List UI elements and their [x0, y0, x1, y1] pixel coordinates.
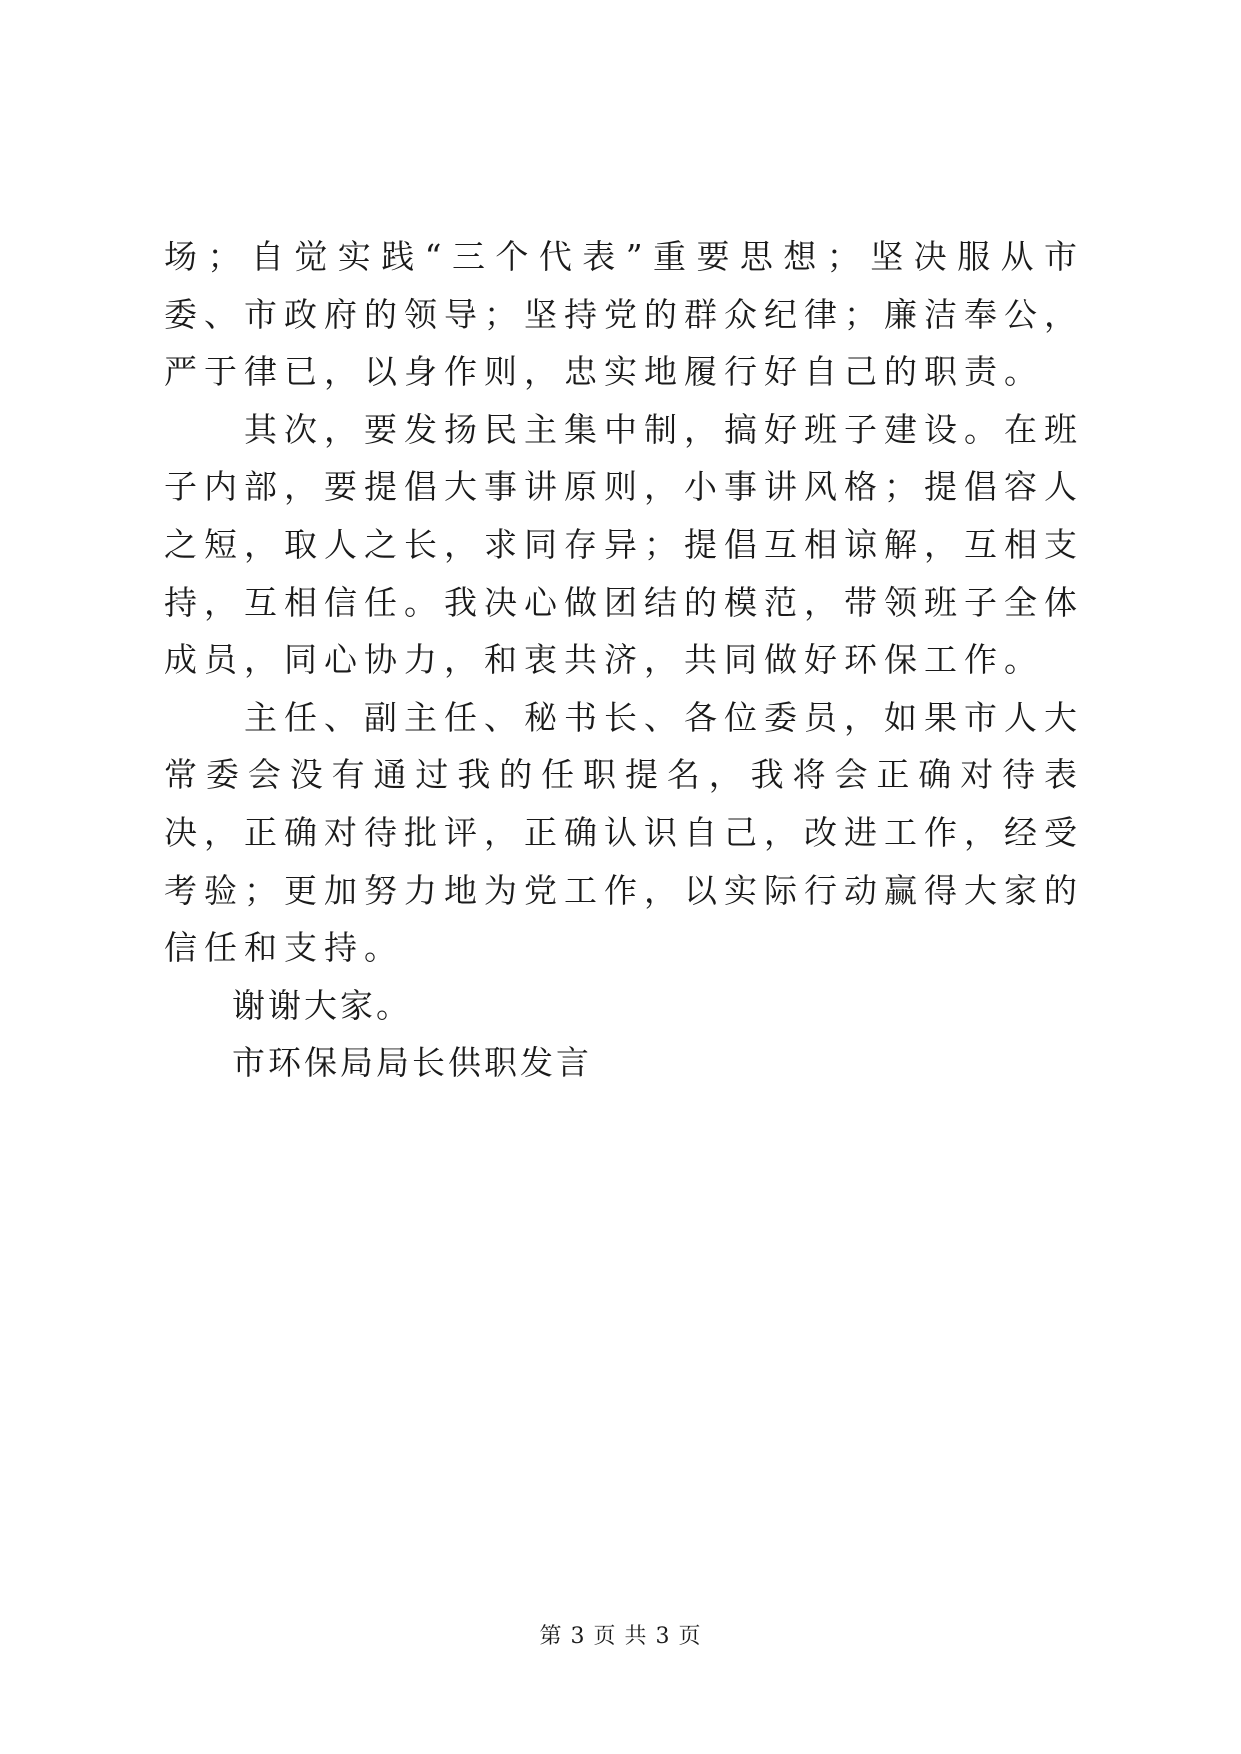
- page-number-footer: 第 3 页 共 3 页: [539, 1624, 702, 1649]
- paragraph-continuation: 场；自觉实践“三个代表”重要思想；坚决服从市委、市政府的领导；坚持党的群众纪律；廉洁奉公，严于律已，以身作则，忠实地履行好自己的职责。: [164, 237, 1084, 392]
- speech-title: 市环保局局长供职发言: [232, 1043, 592, 1083]
- paragraph-team-building: 其次，要发扬民主集中制，搞好班子建设。在班子内部，要提倡大事讲原则，小事讲风格；提倡容人之短，取人之长，求同存异；提倡互相谅解，互相支持，互相信任。我决心做团结的模范，带领班子全体成员，同心协力，和衷共济，共同做好环保工作。: [164, 409, 1084, 680]
- document-body: [164, 228, 1084, 1092]
- closing-thanks: 谢谢大家。: [232, 985, 412, 1025]
- paragraph-nomination: 主任、副主任、秘书长、各位委员，如果市人大常委会没有通过我的任职提名，我将会正确对待表决，正确对待批评，正确认识自己，改进工作，经受考验；更加努力地为党工作，以实际行动赢得大家的信任和支持。: [164, 697, 1084, 968]
